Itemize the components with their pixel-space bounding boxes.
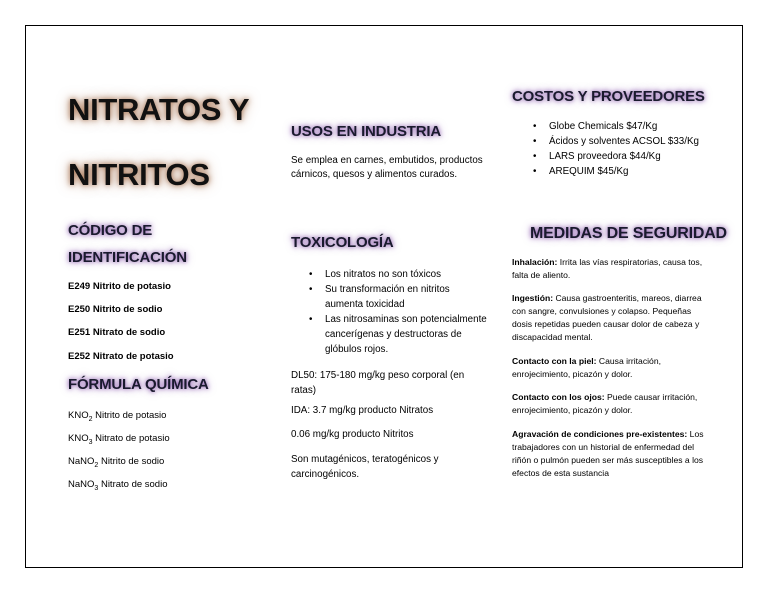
ida-text: IDA: 3.7 mg/kg producto Nitratos	[291, 405, 434, 416]
medida-agravacion: Agravación de condiciones pre-existentes: Los trabajadores con un historial de enfermedad del riñón o pulmón pueden ser más susceptibles a los efectos de esta sustancia	[512, 429, 704, 478]
costos-list	[529, 119, 699, 179]
list-item: • Los nitratos no son tóxicos	[309, 269, 441, 280]
usos-heading: USOS EN INDUSTRIA	[291, 123, 441, 140]
formula-heading: FÓRMULA QUÍMICA	[68, 376, 209, 393]
usos-text: Se emplea en carnes, embutidos, productos cárnicos, quesos y alimentos curados.	[291, 155, 483, 180]
bullet-icon: •	[533, 166, 537, 177]
medidas-heading: MEDIDAS DE SEGURIDAD	[530, 225, 727, 242]
title-line-2: NITRITOS	[68, 157, 210, 192]
bullet-icon: •	[533, 121, 537, 132]
code-item: E250 Nitrito de sodio	[68, 304, 163, 315]
costos-heading: COSTOS Y PROVEEDORES	[512, 88, 705, 105]
medida-piel: Contacto con la piel: Causa irritación, enrojecimiento, picazón y dolor.	[512, 356, 661, 379]
toxico-heading: TOXICOLOGÍA	[291, 234, 394, 251]
code-item: E249 Nitrito de potasio	[68, 281, 171, 292]
medida-ingestion: Ingestión: Causa gastroenteritis, mareos, diarrea con sangre, convulsiones y colapso. Pequeñas dosis repetidas pueden causar dolor de cabeza y discapacidad mental.	[512, 293, 702, 342]
list-item: • Su transformación en nitritos aumenta toxicidad	[309, 284, 450, 310]
bullet-icon: •	[533, 136, 537, 147]
list-item: • Globe Chemicals $47/Kg	[533, 121, 658, 132]
bullet-icon: •	[533, 151, 537, 162]
mutagenicos-text: Son mutagénicos, teratogénicos y carcinogénicos.	[291, 454, 439, 480]
bullet-icon: •	[309, 314, 313, 325]
nitritos-text: 0.06 mg/kg producto Nitritos	[291, 429, 414, 440]
brochure-page	[25, 25, 743, 568]
bullet-icon: •	[309, 269, 313, 280]
bullet-icon: •	[309, 284, 313, 295]
toxico-list	[305, 267, 490, 357]
codigo-heading-2: IDENTIFICACIÓN	[68, 249, 187, 266]
formula-item: $KNO_3$ Nitrato de potasio	[68, 433, 170, 446]
list-item: • Las nitrosaminas son potencialmente cancerígenas y destructoras de glóbulos rojos.	[309, 314, 487, 355]
list-item: • Ácidos y solventes ACSOL $33/Kg	[533, 136, 699, 147]
codigo-heading-1: CÓDIGO DE	[68, 222, 153, 239]
code-item: E251 Nitrato de sodio	[68, 327, 166, 338]
list-item: • AREQUIM $45/Kg	[533, 166, 629, 177]
formula-item: NaNO$_3$ Nitrato de sodio	[68, 479, 168, 492]
title-line-1: NITRATOS Y	[68, 92, 250, 127]
formula-item: NaNO$_2$ Nitrito de sodio	[68, 456, 165, 469]
code-item: E252 Nitrato de potasio	[68, 351, 174, 362]
formula-item: $KNO_2$ Nitrito de potasio	[68, 410, 167, 423]
medida-ojos: Contacto con los ojos: Puede causar irritación, enrojecimiento, picazón y dolor.	[512, 392, 698, 415]
list-item: • LARS proveedora $44/Kg	[533, 151, 661, 162]
dl50-text: DL50: 175-180 mg/kg peso corporal (en ratas)	[291, 370, 465, 396]
medida-inhalacion: Inhalación: Irrita las vías respiratorias, causa tos, falta de aliento.	[512, 257, 703, 280]
